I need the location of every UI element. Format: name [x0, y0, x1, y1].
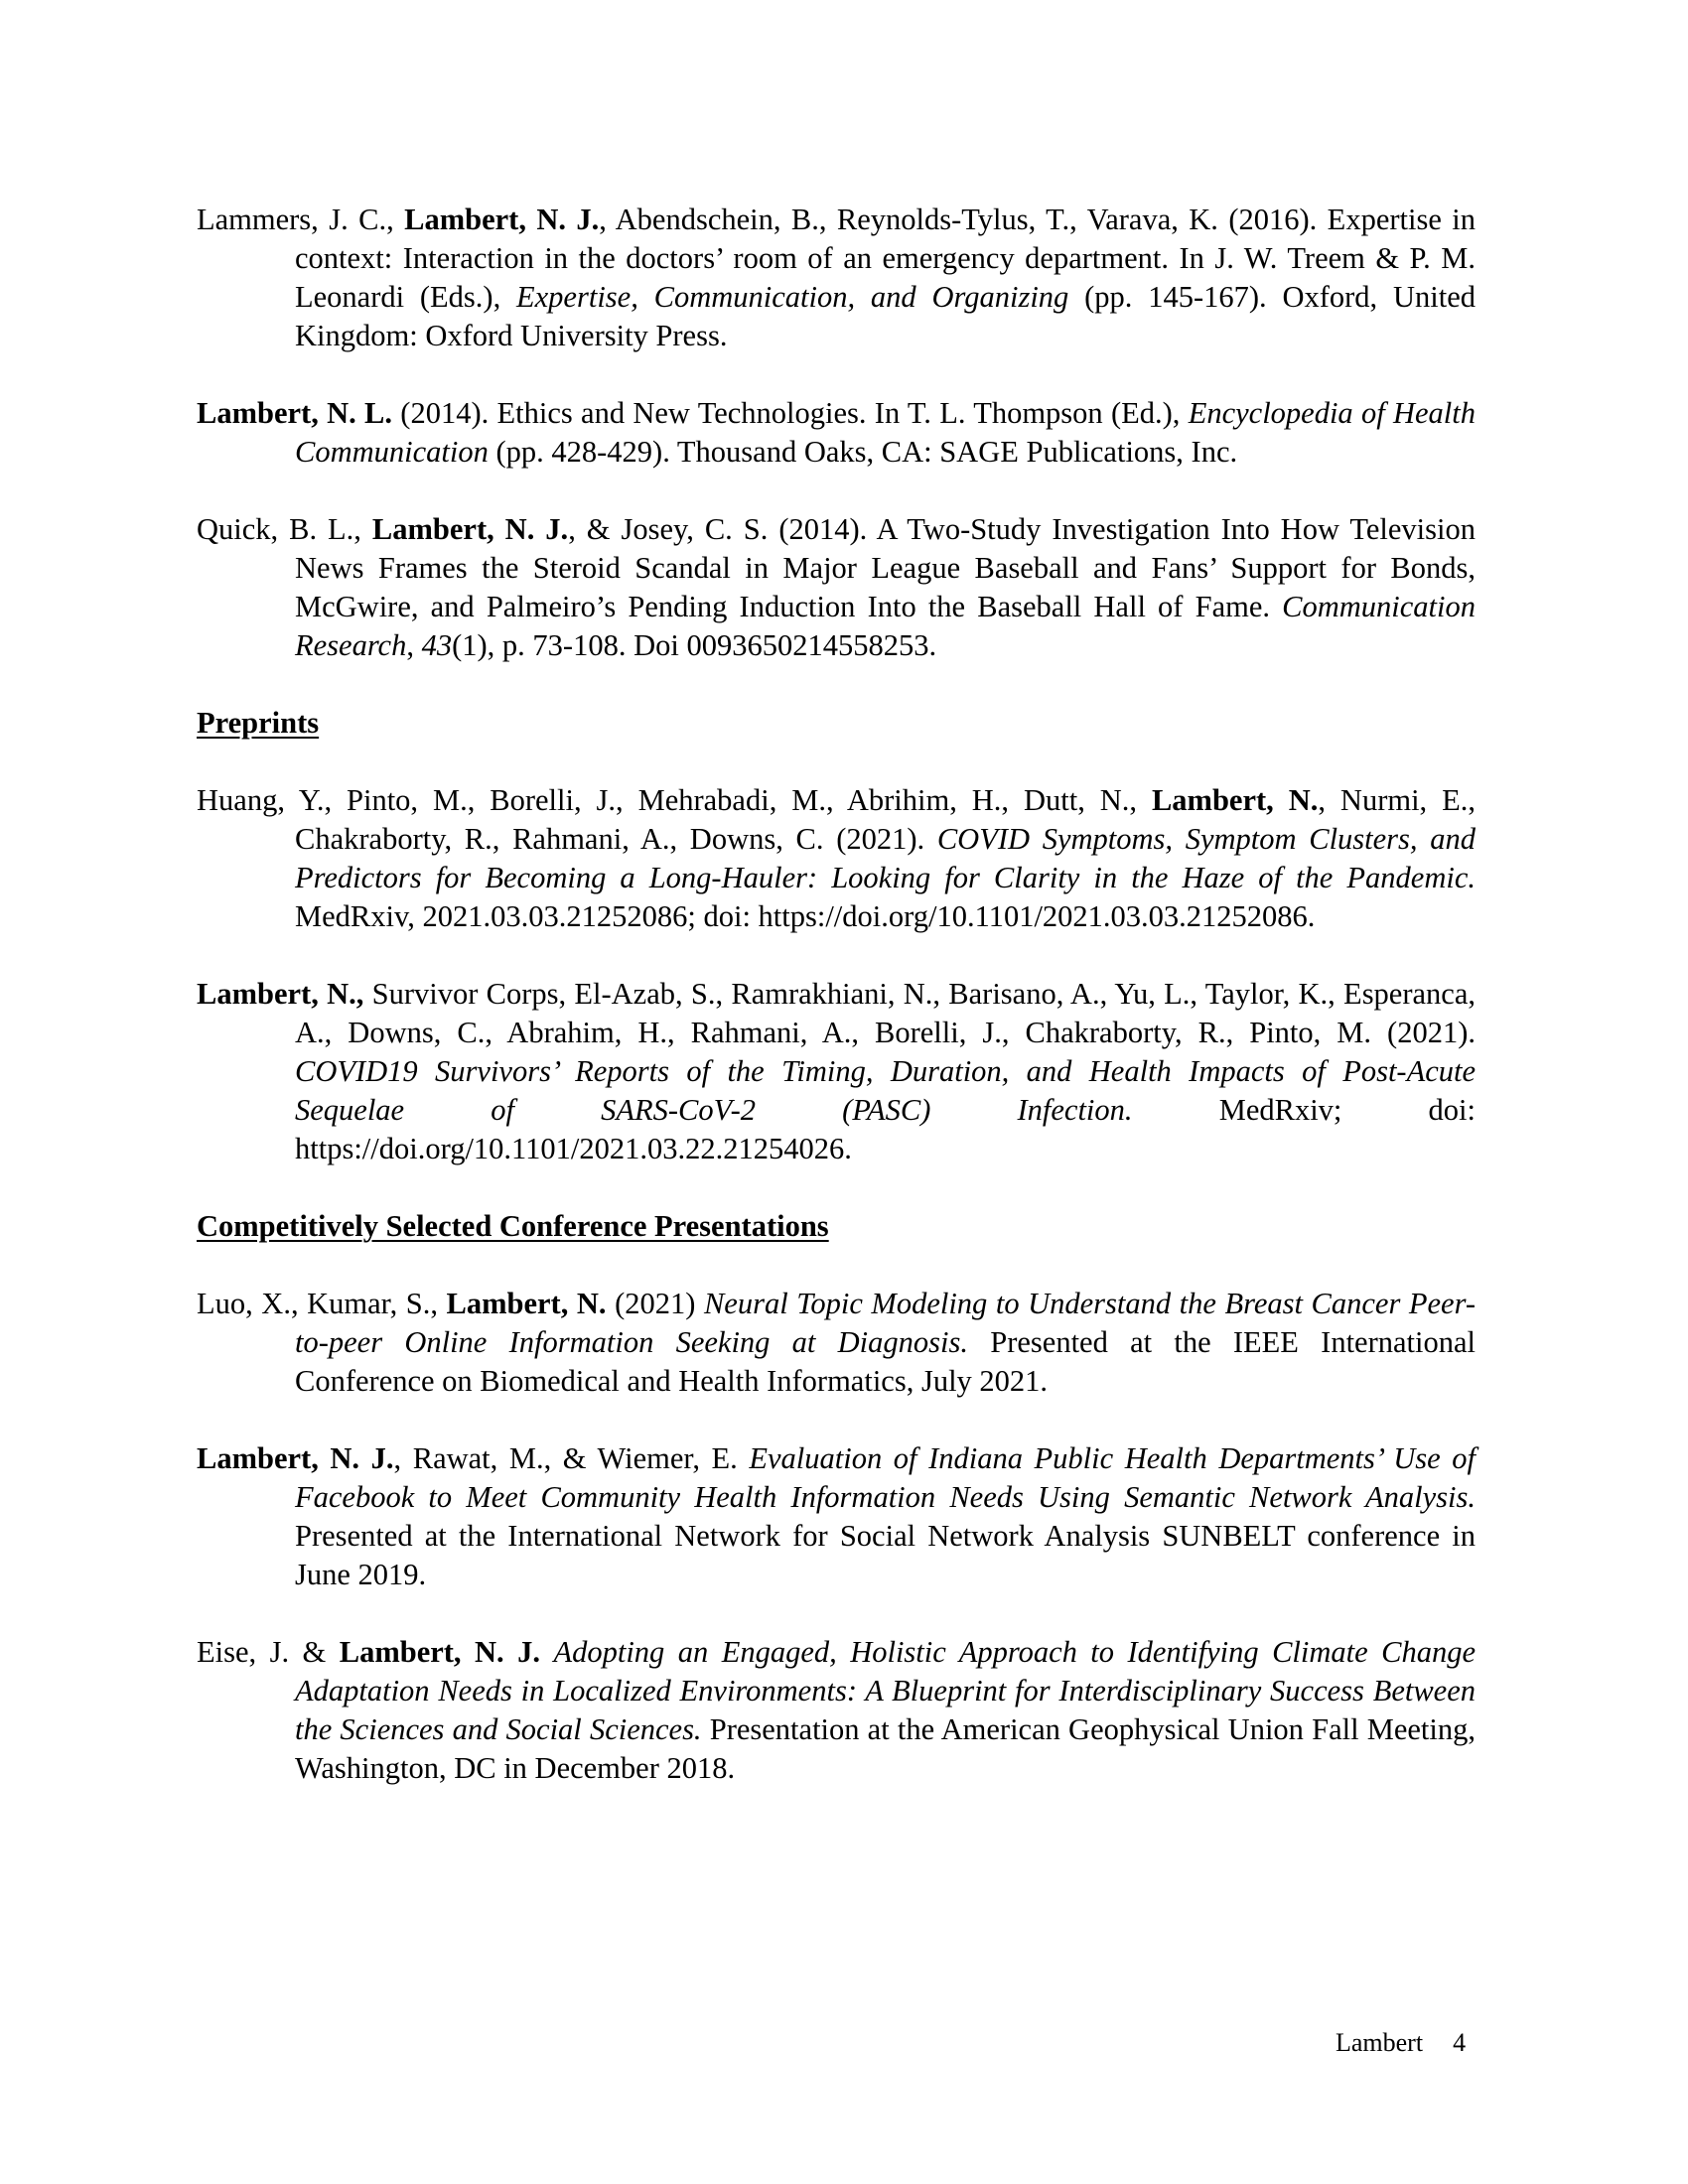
citation-text — [540, 1635, 553, 1669]
citation-luo-2021 — [197, 1285, 1476, 1401]
cv-page-body — [197, 201, 1476, 1788]
citation-text: , & Josey, C. S. (2014). A Two-Study Investigation Into How Television News Frames the Steroid Scandal in Major League Baseball and Fans’ Support for Bonds, McGwire, and Palmeiro’s Pending Induction Into the Baseball Hall of Fame. — [295, 512, 1476, 623]
citation-text: (pp. 428-429). Thousand Oaks, CA: SAGE Publications, Inc. — [488, 435, 1238, 469]
section-heading-conference-presentations: Competitively Selected Conference Presentations — [197, 1209, 829, 1243]
citation-title: Adopting an Engaged, Holistic Approach to Identifying Climate Change Adaptation Needs in Localized Environments: A Blueprint for Interdisciplinary Success Between the Sciences and Social Sciences. — [295, 1635, 1476, 1746]
citation-lambert-2014 — [197, 394, 1476, 472]
citation-text: Presented at the IEEE International Conference on Biomedical and Health Informatics, July 2021. — [295, 1325, 1476, 1398]
citation-eise-2018 — [197, 1633, 1476, 1788]
author-highlight: Lambert, N. J. — [404, 203, 600, 236]
citation-quick-2014 — [197, 510, 1476, 665]
citation-journal-title: Communication Research — [295, 590, 1476, 662]
citation-title: Evaluation of Indiana Public Health Departments’ Use of Facebook to Meet Community Health Information Needs Using Semantic Network Analysis. — [295, 1441, 1476, 1514]
author-highlight: Lambert, N. J. — [339, 1635, 540, 1669]
page-footer — [1336, 2028, 1466, 2058]
citation-text: , Nurmi, E., Chakraborty, R., Rahmani, A., Downs, C. (2021). — [295, 783, 1476, 856]
citation-book-title: Encyclopedia of Health Communication — [295, 396, 1476, 469]
author-highlight: Lambert, N., — [197, 977, 364, 1011]
citation-lambert-2019 — [197, 1439, 1476, 1594]
citation-text: Presented at the International Network for Social Network Analysis SUNBELT conference in June 2019. — [295, 1519, 1476, 1591]
citation-text: (pp. 145-167). Oxford, United Kingdom: Oxford University Press. — [295, 280, 1476, 352]
citation-text: MedRxiv, 2021.03.03.21252086; doi: https://doi.org/10.1101/2021.03.03.21252086. — [295, 899, 1316, 933]
page-number: 4 — [1453, 2028, 1467, 2057]
citation-text: , Abendschein, B., Reynolds-Tylus, T., Varava, K. (2016). Expertise in context: Interaction in the doctors’ room of an emergency department. In J. W. Treem & P. M. Leonardi (Eds.), — [295, 203, 1476, 314]
citation-text: (1), p. 73-108. Doi 0093650214558253. — [452, 628, 937, 662]
citation-text: MedRxiv; doi: https://doi.org/10.1101/2021.03.22.21254026. — [295, 1093, 1476, 1165]
citation-book-title: Expertise, Communication, and Organizing — [516, 280, 1069, 314]
citation-authors: Lammers, J. C., — [197, 203, 405, 236]
citation-lambert-2021 — [197, 975, 1476, 1168]
author-highlight: Lambert, N. J. — [197, 1441, 394, 1475]
citation-authors: Luo, X., Kumar, S., — [197, 1287, 447, 1320]
citation-title: COVID Symptoms, Symptom Clusters, and Predictors for Becoming a Long-Hauler: Looking for Clarity in the Haze of the Pandemic. — [295, 822, 1476, 894]
citation-authors: Quick, B. L., — [197, 512, 372, 546]
citation-text: Presentation at the American Geophysical Union Fall Meeting, Washington, DC in December 2018. — [295, 1712, 1476, 1785]
citation-authors: Eise, J. & — [197, 1635, 340, 1669]
author-highlight: Lambert, N. — [446, 1287, 607, 1320]
citation-authors: Huang, Y., Pinto, M., Borelli, J., Mehrabadi, M., Abrihim, H., Dutt, N., — [197, 783, 1152, 817]
author-highlight: Lambert, N. L. — [197, 396, 393, 430]
author-highlight: Lambert, N. J. — [371, 512, 569, 546]
citation-text: (2014). Ethics and New Technologies. In T. L. Thompson (Ed.), — [392, 396, 1189, 430]
citation-title: Neural Topic Modeling to Understand the Breast Cancer Peer-to-peer Online Information Seeking at Diagnosis. — [295, 1287, 1476, 1359]
citation-lammers-2016 — [197, 201, 1476, 355]
citation-text: , — [406, 628, 422, 662]
citation-title: COVID19 Survivors’ Reports of the Timing, Duration, and Health Impacts of Post-Acute Sequelae of SARS-CoV-2 (PASC) Infection. — [295, 1054, 1476, 1127]
author-highlight: Lambert, N. — [1151, 783, 1319, 817]
citation-text: , Rawat, M., & Wiemer, E. — [393, 1441, 750, 1475]
citation-volume: 43 — [421, 628, 453, 662]
citation-huang-2021 — [197, 781, 1476, 936]
footer-author: Lambert — [1336, 2028, 1424, 2057]
section-heading-preprints: Preprints — [197, 706, 320, 740]
citation-text: Survivor Corps, El-Azab, S., Ramrakhiani, N., Barisano, A., Yu, L., Taylor, K., Esperanca, A., Downs, C., Abrahim, H., Rahmani, A., Borelli, J., Chakraborty, R., Pinto, M. (2021). — [295, 977, 1476, 1049]
citation-text: (2021) — [606, 1287, 704, 1320]
